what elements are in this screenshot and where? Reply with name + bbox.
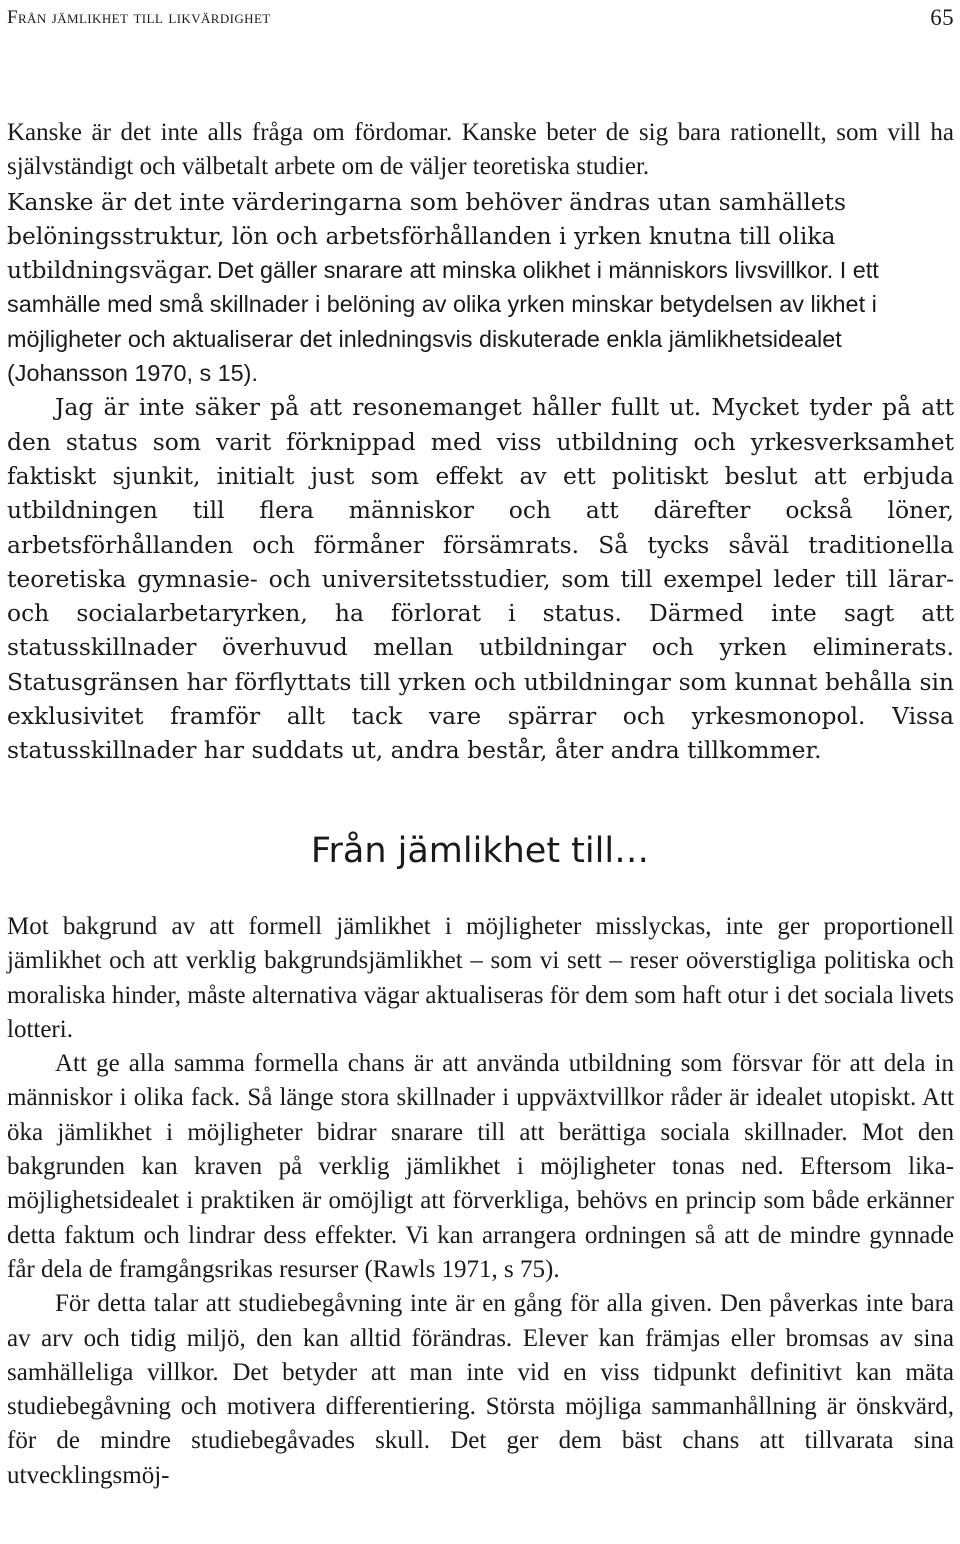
running-header [7,4,954,32]
paragraph: För detta talar att studiebegåvning inte är en gång för alla given. Den påverkas inte bara av arv och tidig miljö, den kan alltid förändras. Elever kan främjas eller bromsas av sina samhälleliga villkor. Det betyder att man inte vid en viss tidpunkt definitivt kan mäta studiebegåvning och motivera differentiering. Största möjliga sammanhållning är önskvärd, för de mindre studiebegåvades skull. Det ger dem bäst chans att tillvarata sina utvecklingsmöj- [7,1290,954,1489]
paragraph: Att ge alla samma formella chans är att använda utbildning som försvar för att dela in människor i olika fack. Så länge stora skillnader i uppväxtvillkor råder är idealet utopiskt. Att öka jämlikhet i möjligheter bidrar snarare till att berättiga sociala skillnader. Mot den bakgrunden kan kraven på verklig jämlikhet i möjligheter tonas ned. Eftersom lika-möjlighetsidealet i praktiken är omöjligt att förverkliga, behövs en princip som både erkänner detta faktum och lindrar dess effekter. Vi kan arrangera ordningen så att de mindre gynnade får dela de framgångsrikas resurser (Rawls 1971, s 75). [7,1050,954,1283]
paragraph: Kanske är det inte värderingarna som behöver ändras utan samhällets belöningsstruktur, lön och arbetsförhållanden i yrken knutna till olika utbildningsvägar. [7,187,846,285]
body-text-before-heading [7,116,954,768]
paragraph: Det gäller snarare att minska olikhet i människors livsvillkor. I ett samhälle med små skillnader i belöning av olika yrken minskar betydelsen av likhet i möjligheter och aktualiserar det inledningsvis diskuterade enkla jämlikhetsidealet (Johansson 1970, s 15). [7,257,879,387]
section-heading: Från jämlikhet till… [310,831,650,871]
paragraph: Jag är inte säker på att resonemanget håller fullt ut. Mycket tyder på att den status som varit förknippad med viss utbildning och yrkesverksamhet faktiskt sjunkit, initialt just som effekt av ett politiskt beslut att erbjuda utbildningen till flera människor och att därefter också löner, arbetsförhållanden och förmåner försämrats. Så tycks såväl traditionella teoretiska gymnasie- och universitetsstudier, som till exempel leder till lärar- och socialarbetaryrken, ha förlorat i status. Därmed inte sagt att statusskillnader överhuvud mellan utbildningar och yrken eliminerats. Statusgränsen har förflyttats till yrken och utbildningar som kunnat behålla sin exklusivitet framför allt tack vare spärrar och yrkesmonopol. Vissa statusskillnader har suddats ut, andra består, åter andra tillkommer. [7,393,954,765]
page-number: 65 [930,5,954,30]
running-title: Från jämlikhet till likvärdighet [7,7,271,28]
paragraph: Kanske är det inte alls fråga om fördomar. Kanske beter de sig bara rationellt, som vill ha självständigt och välbetalt arbete om de väljer teoretiska studier. [7,119,954,181]
body-text-after-heading [7,910,954,1493]
paragraph: Mot bakgrund av att formell jämlikhet i möjligheter misslyckas, inte ger proportionell jämlikhet och att verklig bakgrundsjämlikhet – som vi sett – reser oöverstigliga politiska och moraliska hinder, måste alternativa vägar aktualiseras för dem som haft otur i det sociala livets lotteri. [7,913,954,1043]
